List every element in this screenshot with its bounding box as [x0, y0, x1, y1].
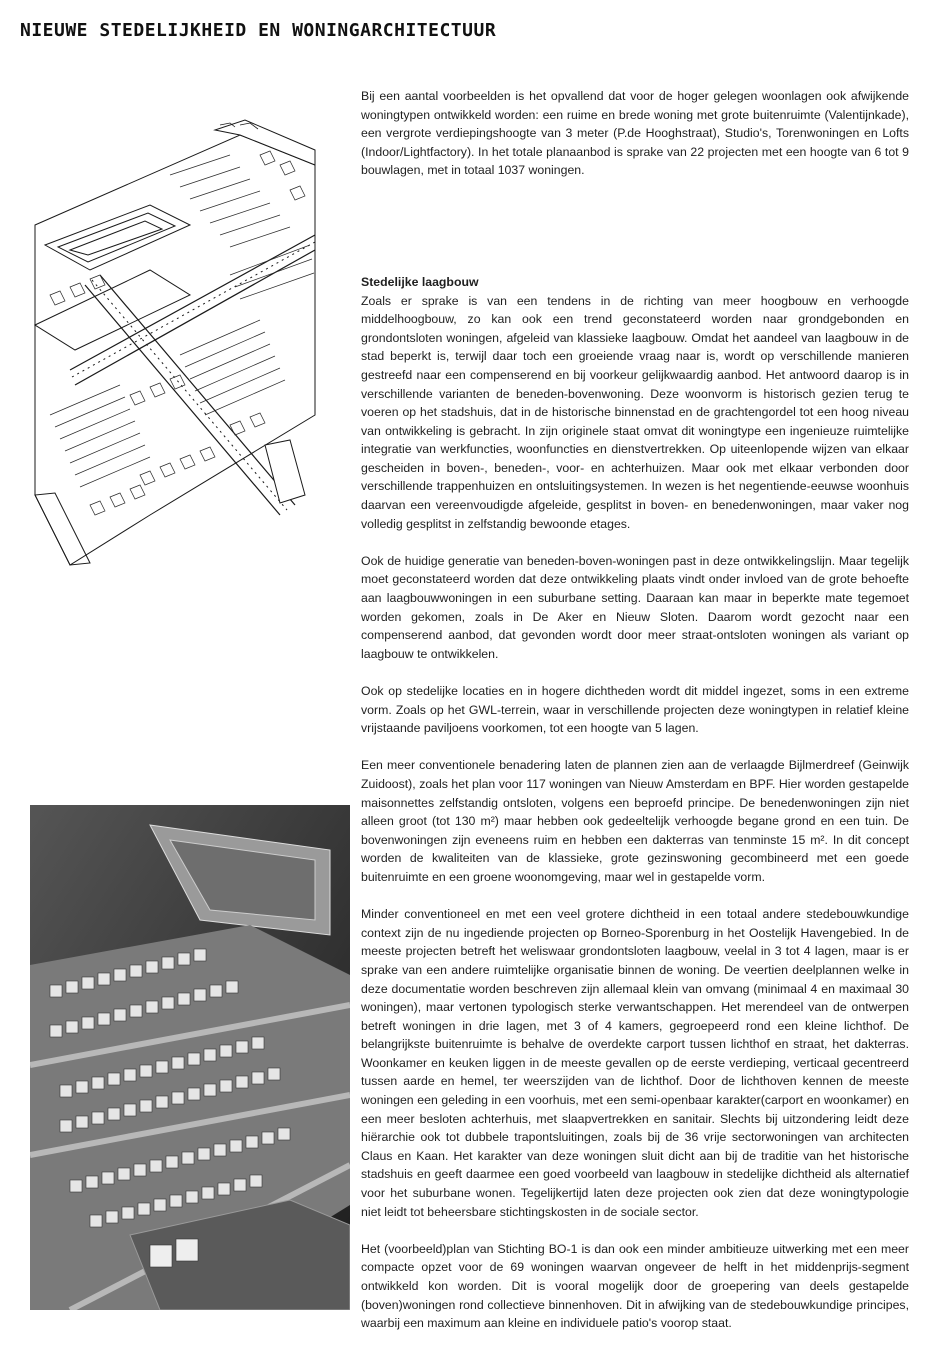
section-subheading: Stedelijke laagbouw [361, 274, 479, 289]
body-paragraph: Ook de huidige generatie van beneden-boven-woningen past in deze ontwikkelingslijn. Maar tegelijk moet geconstateerd worden dat deze ontwikkeling plaats vindt onder invloed van de grote behoefte aan laagbouwwoningen in een suburbane setting. Daaraan kan maar in beperkte mate tegemoet worden gekomen, zoals in De Aker en Nieuw Sloten. Daarom wordt gezocht naar een compenserend aanbod, dat gevonden wordt door meer straat-ontsloten woningen als variant op laagbouw te ontwikkelen. [361, 553, 909, 661]
body-paragraph: Een meer conventionele benadering laten de plannen zien aan de verlaagde Bijlmerdreef (Geinwijk Zuidoost), zoals het plan voor 117 woningen van Nieuw Amsterdam en BPF. Hier worden gestapelde maisonnettes zelfstandig ontsloten, volgens een beproefd principe. De benedenwoningen zijn niet alleen groot (tot 130 m²) maar hebben ook gedeeltelijk verhoogde begane grond en een tuin. De bovenwoningen zijn eveneens ruim en hebben een dakterras van tenminste 15 m². In dit concept worden de kwaliteiten van de klassieke, grote gezinswoning gecombineerd met een goede buitenruimte en een groene woonomgeving, maar wel in gestapelde vorm. [361, 758, 909, 884]
body-paragraph: Ook op stedelijke locaties en in hogere dichtheden wordt dit middel ingezet, soms in een extreme vorm. Zoals op het GWL-terrein, waar in verschillende projecten deze woningtypen in relatief kleine vrijstaande paviljoens voorkomen, tot een hoogte van 5 lagen. [361, 684, 909, 736]
axonometric-site-plan-drawing-icon [30, 95, 320, 585]
article-body [361, 87, 909, 1333]
body-paragraph: Zoals er sprake is van een tendens in de richting van meer hoogbouw en verhoogde middelhoogbouw, zo kan ook een trend geconstateerd worden naar grondgebonden en grondontsloten woningen, afgeleid van klassieke laagbouw. Omdat het aandeel van laagbouw in de stad beperkt is, terwijl daar toch een groeiende vraag naar is, wordt op verschillende manieren gestreefd naar een compenserend en bij voorkeur gelijkwaardig aanbod. Het antwoord daarop is in verschillende varianten de beneden-bovenwoning. Deze woonvorm is historisch gezien terug te voeren op het stadshuis, dat in de historische binnenstad en de grachtengordel tot een hoog niveau van ontwikkeling is gebracht. In zijn originele staat omvat dit woningtype een ingenieuze ruimtelijke integratie van werkfuncties, woonfuncties en dienstvertrekken. Op uiteenlopende wijzen van elkaar gescheiden in boven-, beneden-, voor- en achterhuizen. Maar ook met elkaar verbonden door verschillende trappenhuizen en ontsluitingsystemen. In wezen is het negentiende-eeuwse woonhuis daarvan een vereenvoudigde afgeleide, gesplitst in boven- en benedenwoningen, maar vaker nog volledig gesplitst in zelfstandig bewoonde etages. [361, 293, 909, 531]
page-title: NIEUWE STEDELIJKHEID EN WONINGARCHITECTUUR [20, 20, 497, 41]
axonometric-site-plan-figure [30, 95, 320, 585]
aerial-model-photo-icon [30, 805, 350, 1310]
body-paragraph: Het (voorbeeld)plan van Stichting BO-1 is dan ook een minder ambitieuze uitwerking met een meer compacte opzet voor de 69 woningen waarvan ongeveer de helft in het middenprijs-segment ontwikkeld kon worden. Dit is vooral mogelijk door de groepering van deels gestapelde (boven)woningen rond collectieve binnenhoven. Dit in afwijking van de stedebouwkundige principes, waarbij een maximum aan kleine en individuele patio's voorop staat. [361, 1241, 909, 1331]
intro-paragraph: Bij een aantal voorbeelden is het opvallend dat voor de hoger gelegen woonlagen ook afwijkende woningtypen ontwikkeld worden: een ruime en brede woning met grote buitenruimte (Valentijnkade), een vergrote verdiepingshoogte van 3 meter (P.de Hooghstraat), Studio's, Torenwoningen en Lofts (Indoor/Lightfactory). In het totale planaanbod is sprake van 22 projecten met een hoogte van 6 tot 9 bouwlagen, met in totaal 1037 woningen. [361, 89, 909, 178]
body-paragraph: Minder conventioneel en met een veel grotere dichtheid in een totaal andere stedebouwkundige context zijn de nu ingediende projecten op Borneo-Sporenburg in het Oostelijk Havengebied. In de meeste projecten betreft het weliswaar grondontsloten laagbouw, veelal in 3 tot 4 lagen, maar is er sprake van een andere ruimtelijke organisatie binnen de woning. De veertien deelplannen welke in deze documentatie worden beschreven zijn allemaal klein van omvang (minimaal 4 en maximaal 30 woningen), maar vertonen typologisch sterke verwantschappen. Het merendeel van de ontwerpen betreft woningen in drie lagen, met 3 of 4 kamers, gegroepeerd rond een kleine lichthof. De belangrijkste buitenruimte is behalve de overdekte carport tussen lichthof en straat, het dakterras. Woonkamer en keuken liggen in de meeste gevallen op de eerste verdieping, verticaal gecentreerd tussen aarde en hemel, ter weerszijden van de lichthof. Door de lichthoven kennen de meeste woningen een geleding in een voorhuis, met een semi-openbaar karakter(carport en woonkamer) en een meer besloten achterhuis, met slaapvertrekken en sanitair. Slechts bij uitzondering leidt deze hiërarchie ook tot dubbele trapontsluitingen, zoals bij de 36 vrije sectorwoningen van architecten Claus en Kaan. Het karakter van deze woningen sluit dicht aan bij de traditie van het historische stadshuis en geeft daarmee een goed voorbeeld van laagbouw in stedelijke dichtheid als alternatief voor het suburbane wonen. Tegelijkertijd laten deze projecten ook zien dat deze woningtypologie niet leidt tot beheersbare stichtingskosten in de sociale sector. [361, 907, 909, 1219]
aerial-model-photo-figure [30, 805, 350, 1310]
